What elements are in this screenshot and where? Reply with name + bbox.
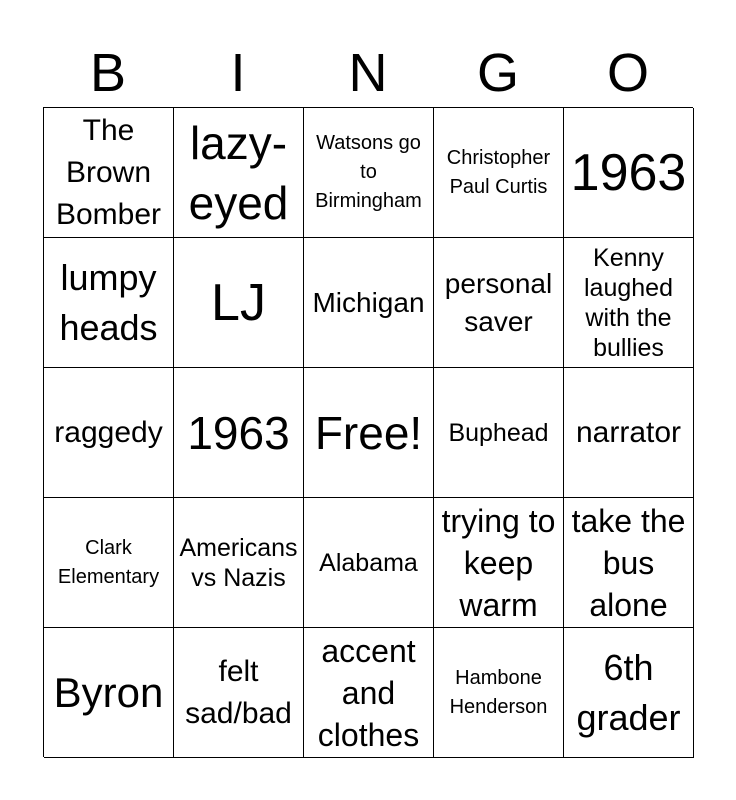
cell-label: Buphead [448,418,549,447]
cell-label: felt sad/bad [185,654,292,730]
bingo-cell[interactable] [564,238,694,368]
bingo-cell[interactable] [564,628,694,758]
cell-label: lazy-eyed [188,116,289,229]
cell-label: lumpy heads [59,256,158,348]
cell-label: take the bus alone [571,502,686,623]
cell-label: Byron [53,668,164,716]
header-letter-n: N [348,43,388,103]
free-space-label: Free! [314,406,423,459]
bingo-cell[interactable] [434,238,564,368]
bingo-cell[interactable] [564,108,694,238]
bingo-cell[interactable] [44,238,174,368]
cell-label: Alabama [319,548,418,577]
cell-label: Americans vs Nazis [179,533,298,592]
cell-label: Hambone Henderson [449,666,548,718]
cell-label: Kenny laughed with the bullies [584,243,673,362]
cell-label: 6th grader [576,646,681,738]
bingo-cell[interactable] [44,628,174,758]
header-letter-o: O [606,43,649,103]
bingo-cell[interactable] [434,498,564,628]
bingo-grid [43,107,693,757]
bingo-cell[interactable] [174,238,304,368]
cell-label: LJ [211,273,266,332]
cell-label: Christopher Paul Curtis [446,146,551,198]
cell-label: Clark Elementary [57,536,160,588]
bingo-cell[interactable] [44,368,174,498]
bingo-cell[interactable] [304,498,434,628]
bingo-cell[interactable] [564,498,694,628]
free-space-cell[interactable] [304,368,434,498]
bingo-cell[interactable] [434,108,564,238]
bingo-header [43,38,693,108]
cell-label: Watsons go to Birmingham [315,132,422,212]
bingo-cell[interactable] [44,498,174,628]
cell-label: The Brown Bomber [55,113,162,231]
cell-label: 1963 [187,406,290,459]
cell-label: personal saver [444,267,553,337]
bingo-cell[interactable] [174,628,304,758]
bingo-cell[interactable] [304,238,434,368]
header-letter-g: G [476,43,519,103]
bingo-cell[interactable] [304,108,434,238]
bingo-cell[interactable] [434,628,564,758]
cell-label: trying to keep warm [441,502,556,623]
header-letter-b: B [89,43,127,103]
bingo-cell[interactable] [564,368,694,498]
cell-label: Michigan [312,286,425,318]
bingo-cell[interactable] [174,368,304,498]
bingo-cell[interactable] [44,108,174,238]
cell-label: raggedy [54,415,163,449]
bingo-cell[interactable] [174,108,304,238]
cell-label: accent and clothes [317,632,420,753]
bingo-cell[interactable] [304,628,434,758]
cell-label: 1963 [570,143,687,202]
bingo-cell[interactable] [174,498,304,628]
bingo-cell[interactable] [434,368,564,498]
header-letter-i: I [230,43,246,103]
cell-label: narrator [575,415,682,449]
